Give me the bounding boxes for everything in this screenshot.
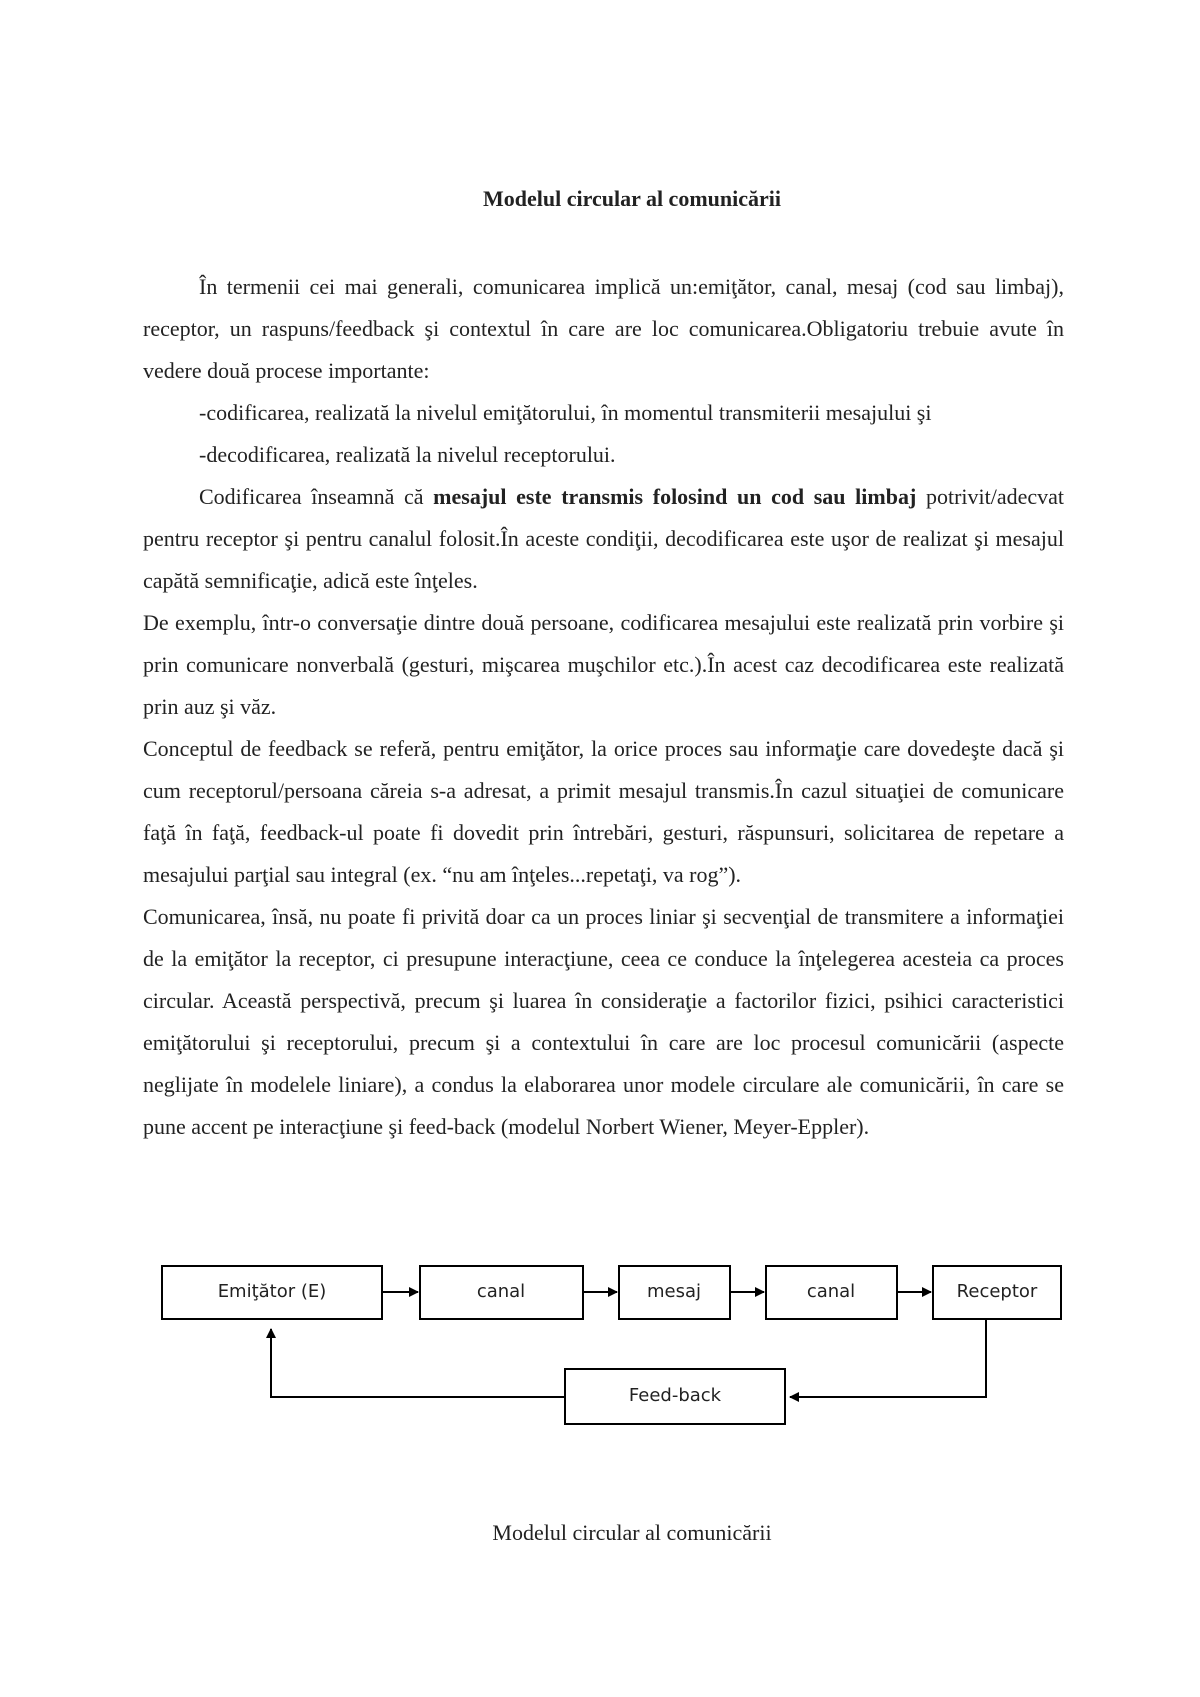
node-emitator-label: Emiţător (E) xyxy=(217,1281,327,1302)
paragraph-codificarea-bold: mesajul este transmis folosind un cod sau limbaj xyxy=(433,484,917,509)
paragraph-intro: În termenii cei mai generali, comunicarea implică un:emiţător, canal, mesaj (cod sau limbaj), receptor, un raspuns/feedback şi contextul în care are loc comunicarea.Obligatoriu trebuie avute în vedere două procese importante: xyxy=(143,274,1064,383)
diagram-caption: Modelul circular al comunicării xyxy=(492,1520,772,1545)
document-body xyxy=(143,266,1064,1148)
paragraph-feedback: Conceptul de feedback se referă, pentru emiţător, la orice proces sau informaţie care dovedeşte dacă şi cum receptorul/persoana căreia s-a adresat, a primit mesajul transmis.În cazul situaţiei de comunicare faţă în faţă, feedback-ul poate fi dovedit prin întrebări, gesturi, răspunsuri, solicitarea de repetare a mesajului parţial sau integral (ex. “nu am înţeles...repetaţi, va rog”). xyxy=(143,736,1064,887)
node-canal-1-label: canal xyxy=(476,1281,526,1302)
paragraph-codificarea xyxy=(143,476,1064,602)
paragraph-exemplu: De exemplu, într-o conversaţie dintre două persoane, codificarea mesajului este realizată prin vorbire şi prin comunicare nonverbală (gesturi, mişcarea muşchilor etc.).În acest caz decodificarea este realizată prin auz şi văz. xyxy=(143,610,1064,719)
node-receptor-label: Receptor xyxy=(956,1281,1038,1302)
node-feedback-label: Feed-back xyxy=(628,1385,722,1406)
arrow-feedback-emitator xyxy=(271,1329,565,1397)
document-title: Modelul circular al comunicării xyxy=(483,186,781,211)
paragraph-codificarea-start: Codificarea înseamnă că xyxy=(199,484,434,509)
paragraph-codificarea-end: potrivit/adecvat pentru receptor şi pentru canalul folosit.În aceste condiţii, decodificarea este uşor de realizat şi mesajul capătă semnificaţie, adică este înţeles. xyxy=(143,484,1065,593)
paragraph-circular: Comunicarea, însă, nu poate fi privită doar ca un proces liniar şi secvenţial de transmitere a informaţiei de la emiţător la receptor, ci presupune interacţiune, ceea ce conduce la înţelegerea acesteia ca proces circular. Această perspectivă, precum şi luarea în consideraţie a factorilor fizici, psihici caracteristici emiţătorului şi receptorului, precum şi a contextului în care are loc procesul comunicării (aspecte neglijate în modelele liniare), a condus la elaborarea unor modele circulare ale comunicării, în care se pune accent pe interacţiune şi feed-back (modelul Norbert Wiener, Meyer-Eppler). xyxy=(143,904,1064,1139)
node-canal-2-label: canal xyxy=(806,1281,856,1302)
arrow-receptor-feedback xyxy=(790,1319,986,1397)
node-mesaj-label: mesaj xyxy=(646,1281,702,1302)
paragraph-decodificarea-item: -decodificarea, realizată la nivelul receptorului. xyxy=(199,442,616,467)
communication-diagram xyxy=(0,1258,1200,1438)
paragraph-codificarea-item: -codificarea, realizată la nivelul emiţătorului, în momentul transmiterii mesajului şi xyxy=(199,400,932,425)
